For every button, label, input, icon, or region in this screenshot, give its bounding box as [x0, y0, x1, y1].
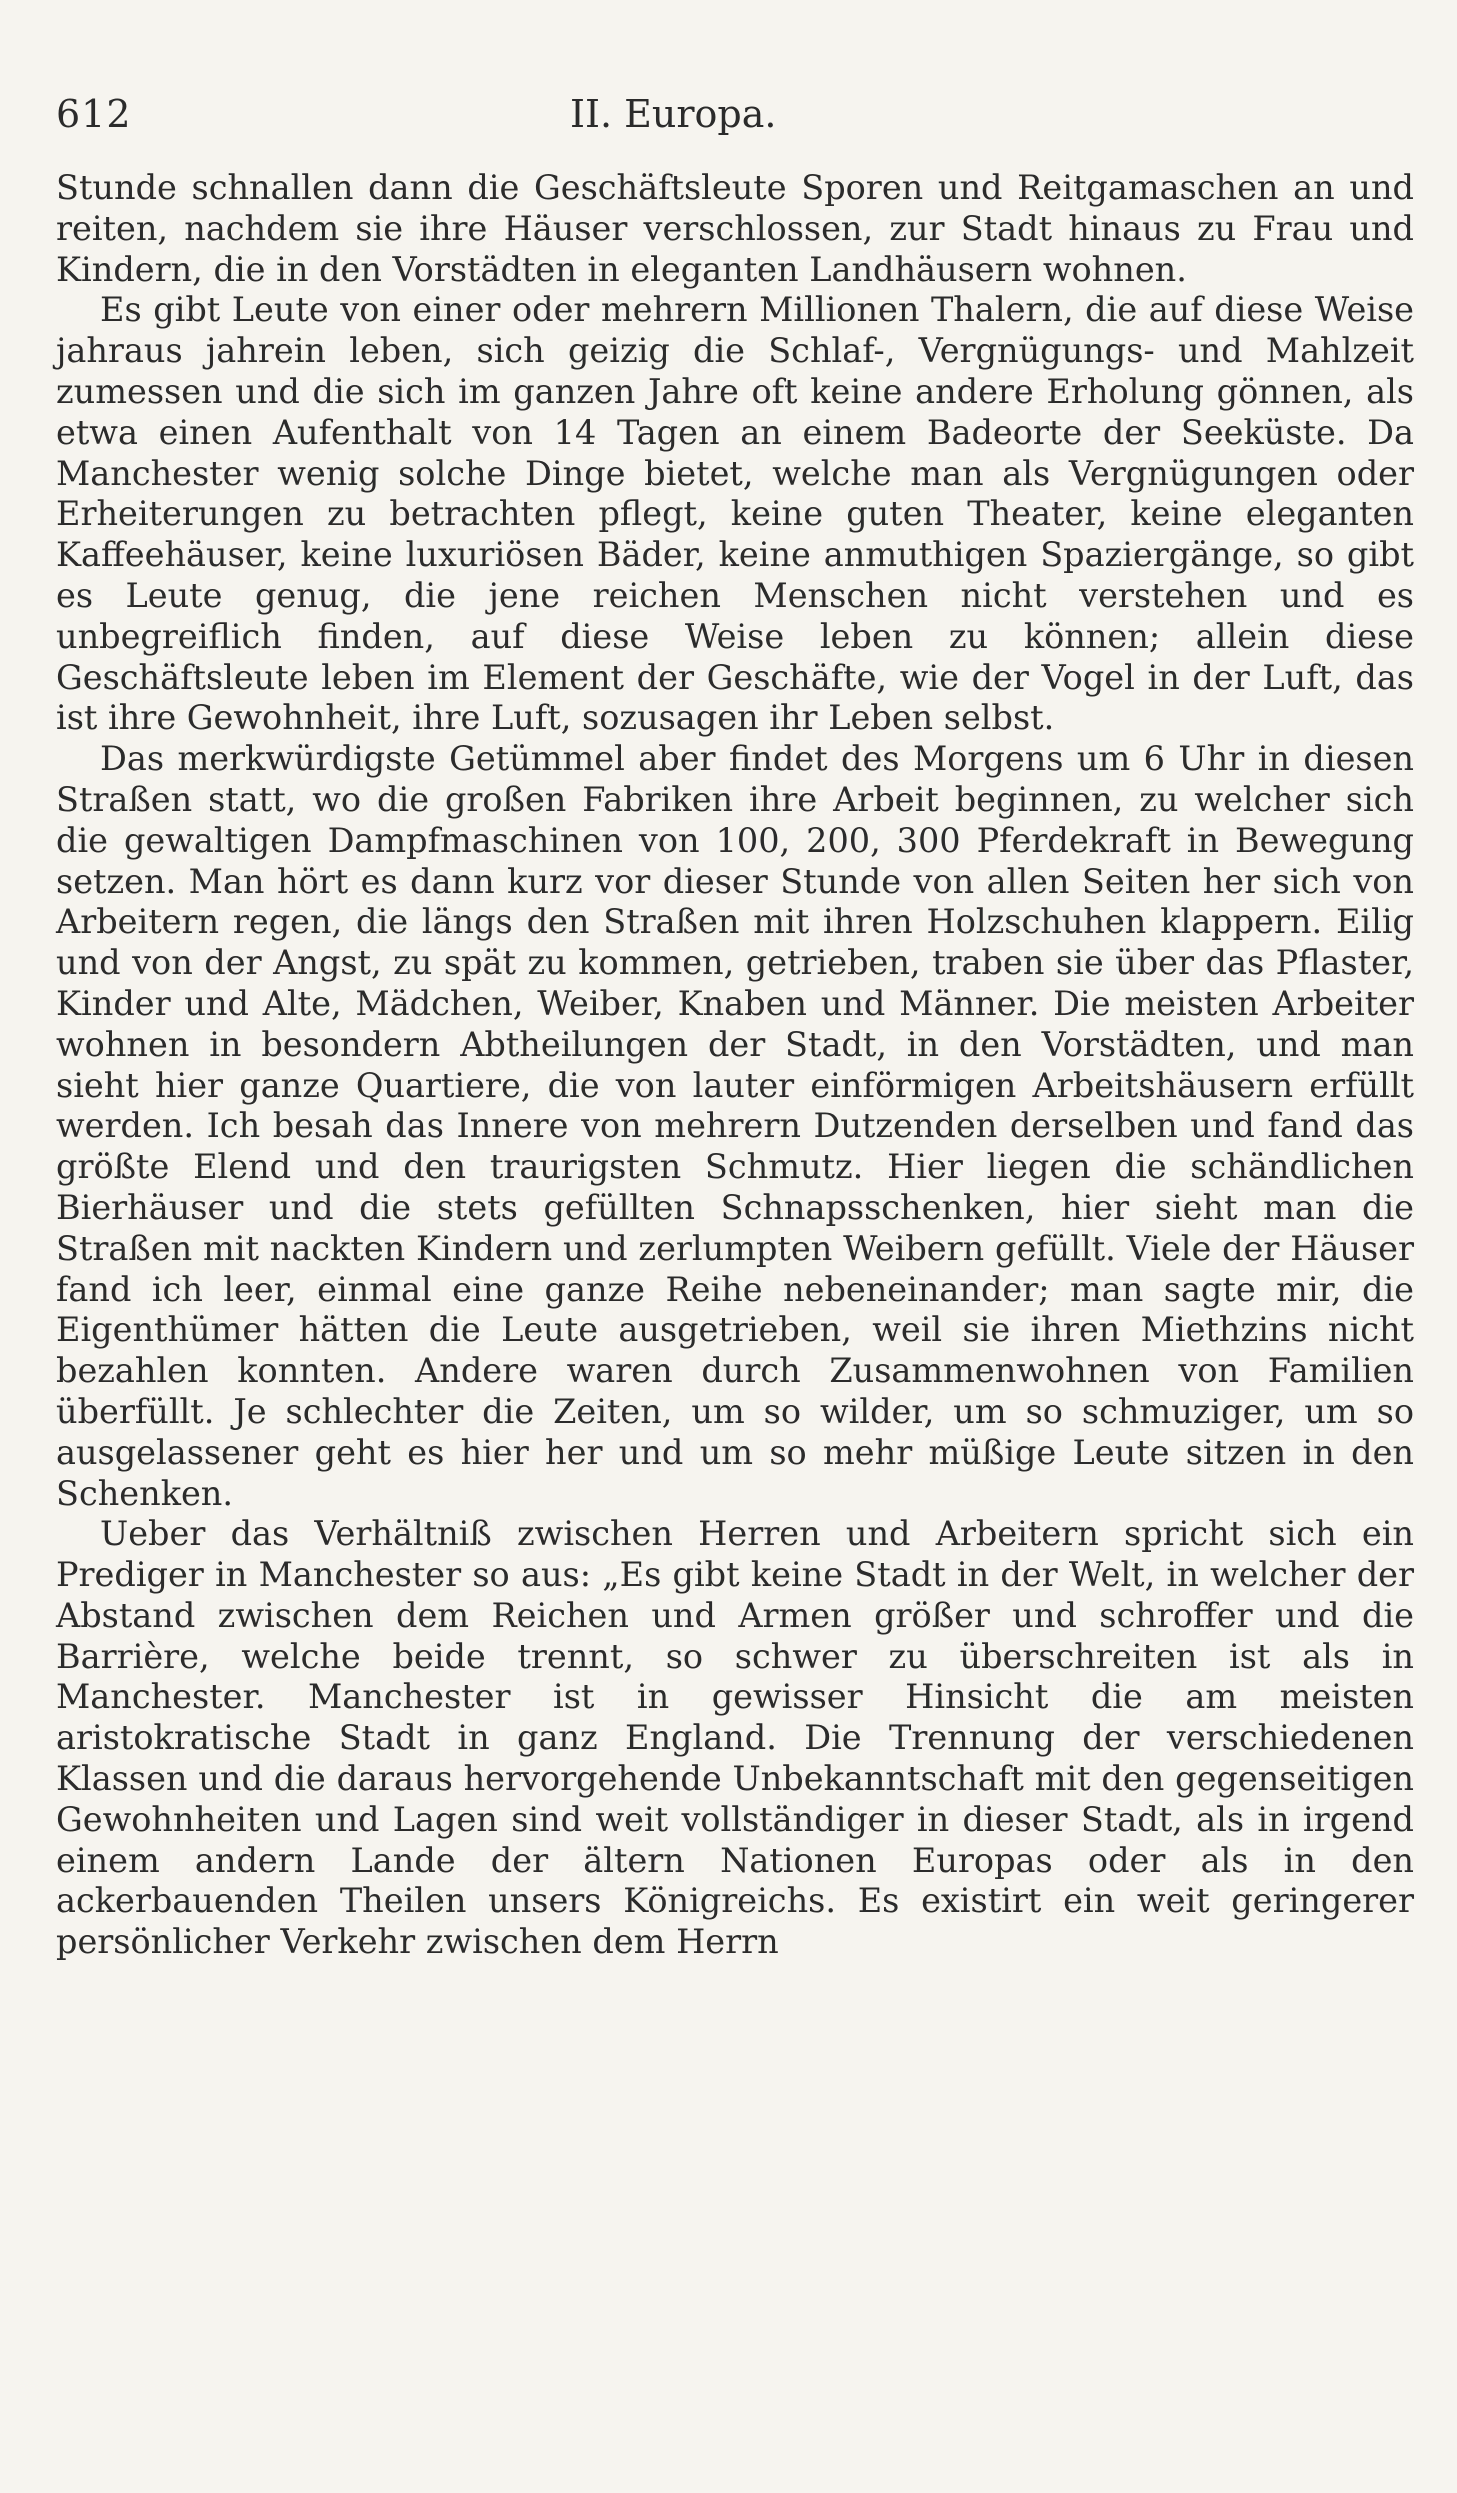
- body-text: [56, 168, 1414, 1963]
- page-number: 612: [56, 92, 132, 136]
- paragraph-continuation: Stunde schnallen dann die Geschäftsleute Sporen und Reitgamaschen an und reiten, nachdem sie ihre Häuser verschlossen, zur Stadt hinaus zu Frau und Kindern, die in den Vorstädten in eleganten Landhäusern wohnen.: [56, 168, 1414, 289]
- paragraph-morning-workers: Das merkwürdigste Getümmel aber findet des Morgens um 6 Uhr in diesen Straßen statt, wo die großen Fabriken ihre Arbeit beginnen, zu welcher sich die gewaltigen Dampfmaschinen von 100, 200, 300 Pferdekraft in Bewegung setzen. Man hört es dann kurz vor dieser Stunde von allen Seiten her sich von Arbeitern regen, die längs den Straßen mit ihren Holzschuhen klappern. Eilig und von der Angst, zu spät zu kommen, getrieben, traben sie über das Pflaster, Kinder und Alte, Mädchen, Weiber, Knaben und Männer. Die meisten Arbeiter wohnen in besondern Abtheilungen der Stadt, in den Vorstädten, und man sieht hier ganze Quartiere, die von lauter einförmigen Arbeitshäusern erfüllt werden. Ich besah das Innere von mehrern Dutzenden derselben und fand das größte Elend und den traurigsten Schmutz. Hier liegen die schändlichen Bierhäuser und die stets gefüllten Schnapsschenken, hier sieht man die Straßen mit nackten Kindern und zerlumpten Weibern gefüllt. Viele der Häuser fand ich leer, einmal eine ganze Reihe nebeneinander; man sagte mir, die Eigenthümer hätten die Leute ausgetrieben, weil sie ihren Miethzins nicht bezahlen konnten. Andere waren durch Zusammenwohnen von Familien überfüllt. Je schlechter die Zeiten, um so wilder, um so schmuziger, um so ausgelassener geht es hier her und um so mehr müßige Leute sitzen in den Schenken.: [56, 739, 1414, 1513]
- paragraph-wealthy-merchants: Es gibt Leute von einer oder mehrern Millionen Thalern, die auf diese Weise jahraus jahrein leben, sich geizig die Schlaf-, Vergnügungs- und Mahlzeit zumessen und die sich im ganzen Jahre oft keine andere Erholung gönnen, als etwa einen Aufenthalt von 14 Tagen an einem Badeorte der Seeküste. Da Manchester wenig solche Dinge bietet, welche man als Vergnügungen oder Erheiterungen zu betrachten pflegt, keine guten Theater, keine eleganten Kaffeehäuser, keine luxuriösen Bäder, keine anmuthigen Spaziergänge, so gibt es Leute genug, die jene reichen Menschen nicht verstehen und es unbegreiflich finden, auf diese Weise leben zu können; allein diese Geschäftsleute leben im Element der Geschäfte, wie der Vogel in der Luft, das ist ihre Gewohnheit, ihre Luft, sozusagen ihr Leben selbst.: [56, 290, 1414, 738]
- running-title: II. Europa.: [570, 92, 777, 136]
- paragraph-preacher-quote: Ueber das Verhältniß zwischen Herren und Arbeitern spricht sich ein Prediger in Manchester so aus: „Es gibt keine Stadt in der Welt, in welcher der Abstand zwischen dem Reichen und Armen größer und schroffer und die Barrière, welche beide trennt, so schwer zu überschreiten ist als in Manchester. Manchester ist in gewisser Hinsicht die am meisten aristokratische Stadt in ganz England. Die Trennung der verschiedenen Klassen und die daraus hervorgehende Unbekanntschaft mit den gegenseitigen Gewohnheiten und Lagen sind weit vollständiger in dieser Stadt, als in irgend einem andern Lande der ältern Nationen Europas oder als in den ackerbauenden Theilen unsers Königreichs. Es existirt ein weit geringerer persönlicher Verkehr zwischen dem Herrn: [56, 1514, 1414, 1962]
- running-head: [56, 84, 1416, 144]
